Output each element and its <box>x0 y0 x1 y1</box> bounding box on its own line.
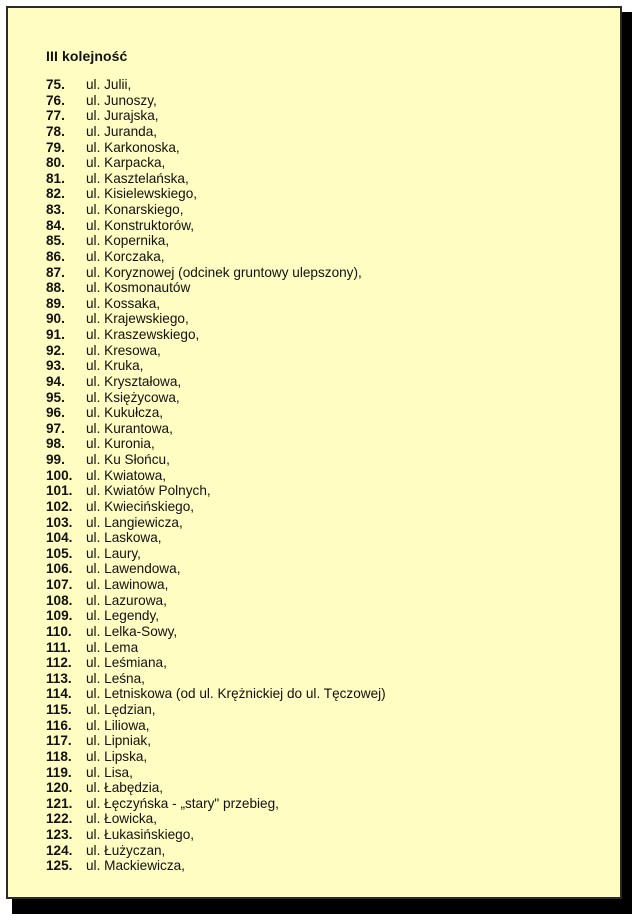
list-item <box>46 233 386 249</box>
list-item <box>46 327 386 343</box>
list-item <box>46 608 386 624</box>
list-item-text: ul. Karkonoska, <box>86 139 180 155</box>
list-item-number: 101. <box>46 483 73 499</box>
list-item-number: 105. <box>46 545 73 561</box>
list-item-text: ul. Łabędzia, <box>86 780 164 796</box>
list-item-text: ul. Mackiewicza, <box>86 858 185 874</box>
list-item-number: 87. <box>46 264 65 280</box>
list-item-text: ul. Lema <box>86 639 139 655</box>
list-item-text: ul. Kasztelańska, <box>86 170 189 186</box>
list-item-number: 113. <box>46 670 72 686</box>
list-item-number: 116. <box>46 717 72 733</box>
list-item-text: ul. Laskowa, <box>86 530 162 546</box>
list-item <box>46 405 386 421</box>
list-item-text: ul. Kruka, <box>86 358 144 374</box>
list-item-number: 118. <box>46 748 72 764</box>
list-item <box>46 499 386 515</box>
list-item-number: 80. <box>46 155 65 171</box>
list-item-text: ul. Koryznowej (odcinek gruntowy ulepszony), <box>86 264 362 280</box>
list-item-text: ul. Laury, <box>86 545 141 561</box>
list-item-number: 103. <box>46 514 73 530</box>
list-item-text: ul. Korczaka, <box>86 248 165 264</box>
list-item-number: 88. <box>46 280 65 296</box>
list-item <box>46 515 386 531</box>
list-item-number: 125. <box>46 858 73 874</box>
list-item-text: ul. Konarskiego, <box>86 202 184 217</box>
list-item-number: 94. <box>46 373 65 389</box>
list-item-number: 92. <box>46 342 65 358</box>
list-item-number: 106. <box>46 561 73 577</box>
list-item-text: ul. Legendy, <box>86 608 160 624</box>
list-item-number: 77. <box>46 108 65 124</box>
list-item-number: 90. <box>46 311 65 327</box>
list-item-text: ul. Kuronia, <box>86 436 155 452</box>
list-item-text: ul. Lędzian, <box>86 702 156 717</box>
list-item <box>46 452 386 468</box>
list-item <box>46 530 386 546</box>
list-item-number: 99. <box>46 452 65 467</box>
list-item-text: ul. Kossaka, <box>86 295 161 311</box>
list-item-text: ul. Leśmiana, <box>86 655 167 671</box>
list-item-number: 76. <box>46 92 65 108</box>
list-item-text: ul. Kopernika, <box>86 233 170 249</box>
list-item <box>46 546 386 562</box>
list-item-text: ul. Łowicka, <box>86 811 158 827</box>
list-item <box>46 796 386 812</box>
list-item <box>46 827 386 843</box>
list-item-text: ul. Kurantowa, <box>86 420 173 436</box>
list-item-number: 97. <box>46 420 65 436</box>
list-item-number: 91. <box>46 327 65 342</box>
list-item-number: 108. <box>46 592 73 608</box>
list-item-number: 75. <box>46 77 65 92</box>
list-item <box>46 561 386 577</box>
list-item-text: ul. Jurajska, <box>86 108 159 124</box>
list-item-text: ul. Lipniak, <box>86 733 151 749</box>
list-item-number: 112. <box>46 655 72 671</box>
list-item-number: 78. <box>46 123 65 139</box>
list-item-text: ul. Kwiatowa, <box>86 467 167 483</box>
list-item-text: ul. Julii, <box>86 77 132 92</box>
list-item-number: 81. <box>46 170 65 186</box>
list-item-number: 114. <box>46 686 72 702</box>
list-item-number: 89. <box>46 295 65 311</box>
list-item <box>46 733 386 749</box>
list-item-number: 98. <box>46 436 65 452</box>
list-item <box>46 811 386 827</box>
list-item-number: 107. <box>46 577 73 592</box>
list-item-number: 121. <box>46 795 73 811</box>
list-item-text: ul. Lisa, <box>86 764 133 780</box>
list-item-text: ul. Lawinowa, <box>86 577 169 592</box>
list-item-number: 111. <box>46 639 71 655</box>
list-item-text: ul. Konstruktorów, <box>86 217 195 233</box>
list-item <box>46 265 386 281</box>
list-item <box>46 655 386 671</box>
list-item-number: 83. <box>46 202 65 217</box>
list-item <box>46 108 386 124</box>
list-item <box>46 218 386 234</box>
list-item <box>46 140 386 156</box>
list-item-number: 82. <box>46 186 65 202</box>
list-item-text: ul. Księżycowa, <box>86 389 180 405</box>
list-item-text: ul. Lawendowa, <box>86 561 181 577</box>
list-item-number: 84. <box>46 217 65 233</box>
list-item <box>46 702 386 718</box>
list-item-number: 95. <box>46 389 65 405</box>
list-item <box>46 280 386 296</box>
list-item <box>46 155 386 171</box>
list-item-text: ul. Kryształowa, <box>86 373 182 389</box>
list-item-number: 79. <box>46 139 65 155</box>
list-item <box>46 202 386 218</box>
list-item-text: ul. Kisielewskiego, <box>86 186 198 202</box>
list-item <box>46 749 386 765</box>
list-item <box>46 421 386 437</box>
list-item-text: ul. Letniskowa (od ul. Krężnickiej do ul. Tęczowej) <box>86 686 386 702</box>
list-item <box>46 311 386 327</box>
document-page <box>6 6 622 899</box>
list-item-number: 109. <box>46 608 73 624</box>
list-item-text: ul. Kosmonautów <box>86 280 191 296</box>
list-item-number: 122. <box>46 811 73 827</box>
list-item-text: ul. Leśna, <box>86 670 145 686</box>
list-item <box>46 686 386 702</box>
list-item <box>46 765 386 781</box>
list-item-number: 104. <box>46 530 73 546</box>
list-item <box>46 77 386 93</box>
list-item <box>46 843 386 859</box>
list-item-text: ul. Lazurowa, <box>86 592 167 608</box>
list-item <box>46 390 386 406</box>
list-item <box>46 780 386 796</box>
list-item-number: 124. <box>46 842 73 858</box>
list-item-text: ul. Krajewskiego, <box>86 311 189 327</box>
list-item-text: ul. Kukułcza, <box>86 405 164 421</box>
list-item-text: ul. Juranda, <box>86 123 158 139</box>
list-item <box>46 374 386 390</box>
list-item <box>46 640 386 656</box>
list-item <box>46 593 386 609</box>
list-item <box>46 483 386 499</box>
list-item <box>46 249 386 265</box>
list-item-text: ul. Lipska, <box>86 748 148 764</box>
section-heading: III kolejność <box>46 48 128 64</box>
list-item-number: 96. <box>46 405 65 421</box>
list-item <box>46 186 386 202</box>
list-item <box>46 671 386 687</box>
list-item-number: 119. <box>46 764 72 780</box>
list-item <box>46 468 386 484</box>
list-item-text: ul. Ku Słońcu, <box>86 452 170 467</box>
list-item-text: ul. Łukasińskiego, <box>86 827 195 842</box>
list-item-text: ul. Kwiatów Polnych, <box>86 483 211 499</box>
list-item-text: ul. Kraszewskiego, <box>86 327 200 342</box>
list-item-number: 117. <box>46 733 72 749</box>
list-item <box>46 296 386 312</box>
list-item-text: ul. Langiewicza, <box>86 514 183 530</box>
list-item-number: 93. <box>46 358 65 374</box>
list-item-text: ul. Karpacka, <box>86 155 166 171</box>
list-item <box>46 93 386 109</box>
list-item-number: 100. <box>46 467 73 483</box>
list-item <box>46 171 386 187</box>
street-list <box>46 77 386 874</box>
list-item-number: 85. <box>46 233 65 249</box>
list-item <box>46 358 386 374</box>
list-item <box>46 124 386 140</box>
list-item-number: 102. <box>46 498 73 514</box>
list-item-text: ul. Liliowa, <box>86 717 150 733</box>
list-item-text: ul. Lelka-Sowy, <box>86 623 178 639</box>
list-item-number: 123. <box>46 827 73 842</box>
list-item-number: 110. <box>46 623 72 639</box>
list-item-text: ul. Łęczyńska - „stary" przebieg, <box>86 795 279 811</box>
list-item-number: 120. <box>46 780 73 796</box>
list-item <box>46 343 386 359</box>
list-item <box>46 718 386 734</box>
list-item-text: ul. Junoszy, <box>86 92 157 108</box>
list-item <box>46 436 386 452</box>
list-item <box>46 858 386 874</box>
list-item <box>46 624 386 640</box>
list-item-text: ul. Kresowa, <box>86 342 161 358</box>
list-item-number: 115. <box>46 702 72 717</box>
list-item-number: 86. <box>46 248 65 264</box>
list-item-text: ul. Łużyczan, <box>86 842 166 858</box>
list-item-text: ul. Kwiecińskiego, <box>86 498 195 514</box>
list-item <box>46 577 386 593</box>
